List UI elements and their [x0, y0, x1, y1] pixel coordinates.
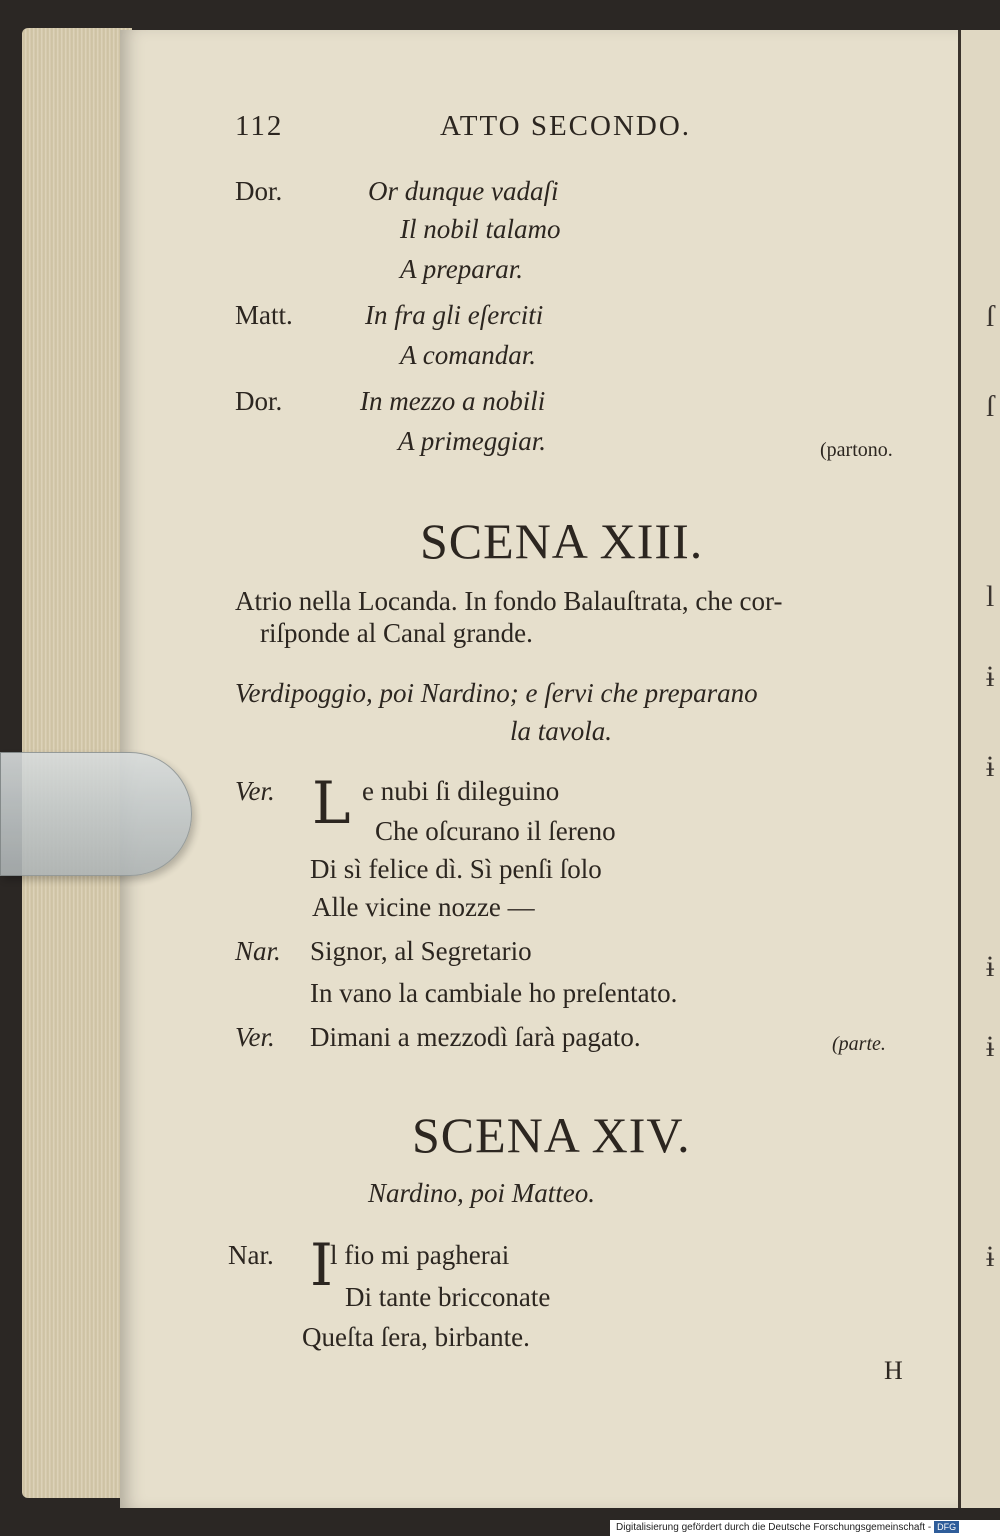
verse-line: A preparar. [400, 254, 524, 284]
facing-page-glyph: ſ [986, 300, 995, 333]
running-title: ATTO SECONDO. [440, 110, 692, 142]
speaker-label: Dor. [235, 386, 283, 416]
verse-line: Alle vicine nozze — [312, 892, 535, 922]
verse-line: Il nobil talamo [400, 214, 561, 244]
verse-line: In vano la cambiale ho preſentato. [310, 978, 678, 1008]
page-clip [0, 752, 192, 876]
digitization-credit [610, 1520, 1000, 1536]
verse-line: Di sì felice dì. Sì penſi ſolo [310, 854, 602, 884]
character-list: la tavola. [510, 716, 612, 746]
facing-page-glyph: ſ [986, 390, 995, 423]
dfg-logo: DFG [934, 1521, 959, 1533]
verse-line: In fra gli eſerciti [365, 300, 544, 330]
verse-line: Or dunque vadaſi [368, 176, 559, 206]
facing-page-glyph: ɨ [986, 1030, 995, 1063]
character-list: Verdipoggio, poi Nardino; e ſervi che preparano [235, 678, 758, 708]
speaker-label: Nar. [235, 936, 281, 966]
stage-direction: (partono. [820, 439, 893, 461]
verse-line: Che oſcurano il ſereno [375, 816, 616, 846]
verse-line: In mezzo a nobili [360, 386, 546, 416]
verse-line: A primeggiar. [398, 426, 547, 456]
page-number: 112 [235, 110, 284, 142]
speaker-label: Matt. [235, 300, 293, 330]
verse-line: Signor, al Segretario [310, 936, 532, 966]
scene-heading: SCENA XIII. [420, 513, 704, 569]
verse-line: Di tante bricconate [345, 1282, 551, 1312]
verse-line: e nubi ſi dileguino [362, 776, 560, 806]
credit-text: Digitalisierung gefördert durch die Deutsche Forschungsgemeinschaft - [616, 1522, 932, 1533]
stage-direction: (parte. [832, 1033, 886, 1055]
signature-mark: H [884, 1356, 903, 1385]
facing-page-glyph: ɨ [986, 750, 995, 783]
verse-line: l fio mi pagherai [330, 1240, 510, 1270]
character-list: Nardino, poi Matteo. [368, 1178, 595, 1208]
facing-page-glyph: ɨ [986, 660, 995, 693]
speaker-label: Ver. [235, 776, 275, 806]
verse-line: Queſta ſera, birbante. [302, 1322, 530, 1352]
speaker-label: Nar. [228, 1240, 274, 1270]
speaker-label: Dor. [235, 176, 283, 206]
scene-setting: riſponde al Canal grande. [260, 618, 533, 648]
verse-line: A comandar. [400, 340, 537, 370]
scene-heading: SCENA XIV. [412, 1107, 691, 1163]
scene-setting: Atrio nella Locanda. In fondo Balauſtrata, che cor- [235, 586, 783, 616]
facing-page-glyph: l [986, 580, 995, 613]
facing-page-glyph: ɨ [986, 1240, 995, 1273]
decorated-initial: I [310, 1231, 333, 1299]
decorated-initial: L [312, 769, 351, 837]
verse-line: Dimani a mezzodì ſarà pagato. [310, 1022, 641, 1052]
facing-page-glyph: ɨ [986, 950, 995, 983]
speaker-label: Ver. [235, 1022, 275, 1052]
